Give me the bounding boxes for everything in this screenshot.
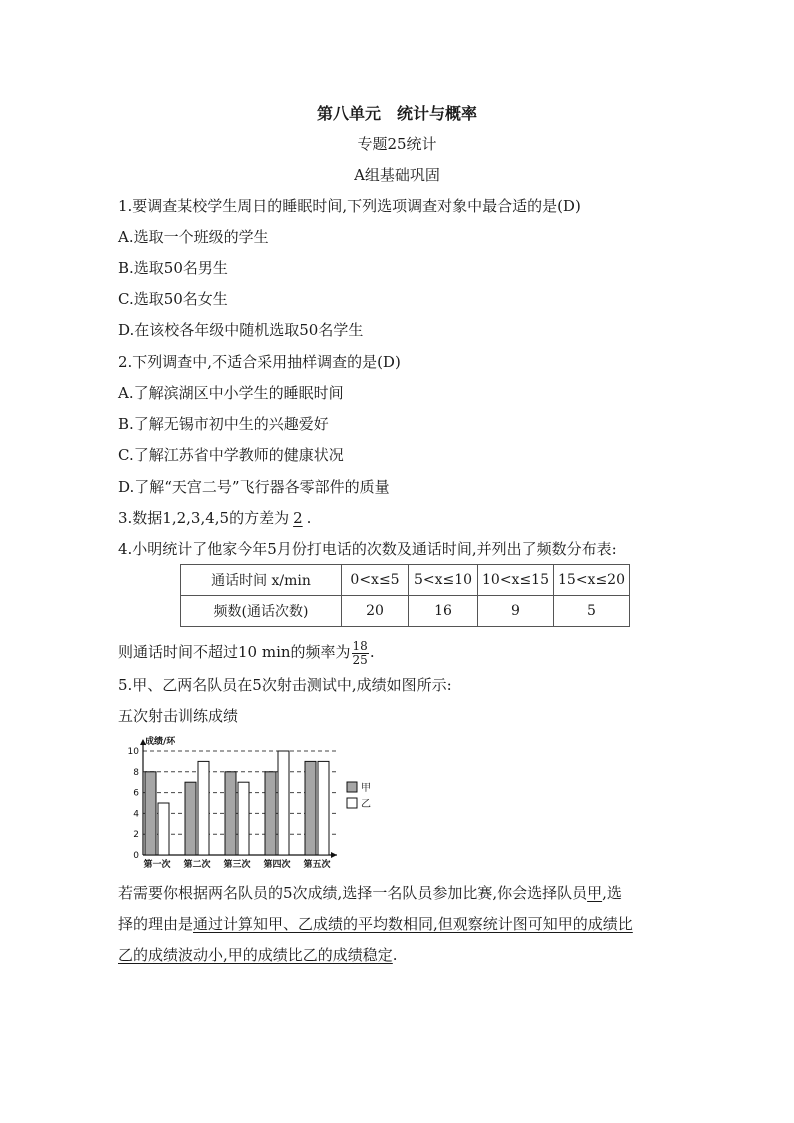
q5-answer-choice: 甲: [587, 884, 603, 902]
x-axis-arrow: [331, 852, 337, 858]
bar-yi: [238, 782, 249, 855]
table-cell: 0<x≤5: [342, 565, 409, 596]
y-axis-title: 成绩/环: [145, 737, 176, 747]
chart-title: 五次射击训练成绩: [118, 707, 239, 725]
q3-answer: 2: [293, 509, 303, 527]
q1-stem: 1.要调查某校学生周日的睡眠时间,下列选项调查对象中最合适的是(D): [118, 197, 581, 215]
y-tick-label: 8: [133, 767, 139, 778]
legend-swatch: [347, 798, 357, 808]
x-tick-label: 第三次: [223, 860, 251, 870]
y-tick-label: 0: [133, 851, 139, 861]
fraction-numerator: 18: [352, 638, 368, 653]
table-cell: 15<x≤20: [554, 565, 630, 596]
x-tick-label: 第五次: [303, 860, 331, 870]
q5-stem: 5.甲、乙两名队员在5次射击测试中,成绩如图所示:: [118, 676, 452, 694]
table-cell: 5<x≤10: [409, 565, 478, 596]
legend-swatch: [347, 782, 357, 792]
y-tick-label: 6: [133, 788, 139, 799]
q1-option-a: A.选取一个班级的学生: [118, 228, 269, 246]
bar-jia: [265, 772, 276, 855]
q5-answer-reason: 乙的成绩波动小,甲的成绩比乙的成绩稳定: [118, 946, 393, 964]
y-tick-label: 4: [133, 809, 139, 820]
q3-end: .: [306, 509, 312, 527]
table-cell: 10<x≤15: [478, 565, 554, 596]
frequency-table: [180, 564, 630, 627]
q1-option-b: B.选取50名男生: [118, 259, 228, 277]
table-header-row: [181, 565, 630, 596]
q5-end: .: [392, 946, 398, 964]
bar-yi: [198, 761, 209, 855]
q5-line-2: [118, 914, 633, 934]
legend-label: 甲: [361, 783, 371, 794]
table-cell: 频数(通话次数): [181, 596, 342, 627]
q5-answer-reason: 通过计算知甲、乙成绩的平均数相同,但观察统计图可知甲的成绩比: [193, 915, 633, 933]
table-cell: 20: [342, 596, 409, 627]
table-row: [181, 596, 630, 627]
table-cell: 16: [409, 596, 478, 627]
y-tick-label: 2: [133, 830, 139, 841]
bar-jia: [185, 782, 196, 855]
bar-yi: [158, 803, 169, 855]
fraction-denominator: 25: [352, 652, 368, 667]
table-cell: 9: [478, 596, 554, 627]
q1-option-c: C.选取50名女生: [118, 290, 228, 308]
q5-text: 择的理由是: [118, 915, 194, 933]
x-tick-label: 第二次: [183, 860, 211, 870]
group-title: A组基础巩固: [354, 166, 440, 184]
q2-option-a: A.了解滨湖区中小学生的睡眠时间: [118, 384, 344, 402]
q4-end: .: [369, 643, 375, 661]
q5-line-3: [118, 945, 398, 965]
q1-option-d: D.在该校各年级中随机选取50名学生: [118, 321, 364, 339]
bar-jia: [145, 772, 156, 855]
q4-answer-line: [118, 638, 375, 667]
shooting-score-chart: [115, 730, 405, 875]
q4-stem: 4.小明统计了他家今年5月份打电话的次数及通话时间,并列出了频数分布表:: [118, 540, 617, 558]
q4-answer-text: 则通话时间不超过10 min的频率为: [118, 643, 351, 661]
bar-jia: [305, 761, 316, 855]
x-tick-label: 第一次: [143, 860, 171, 870]
q2-option-b: B.了解无锡市初中生的兴趣爱好: [118, 415, 329, 433]
q2-stem: 2.下列调查中,不适合采用抽样调查的是(D): [118, 353, 401, 371]
x-tick-label: 第四次: [263, 860, 291, 870]
bar-yi: [318, 761, 329, 855]
q5-text: 若需要你根据两名队员的5次成绩,选择一名队员参加比赛,你会选择队员: [118, 884, 588, 902]
topic-title: 专题25统计: [357, 135, 437, 153]
table-cell: 5: [554, 596, 630, 627]
unit-title: 第八单元 统计与概率: [316, 104, 477, 123]
y-tick-label: 10: [127, 747, 139, 757]
q4-answer-fraction: [352, 640, 369, 667]
table-cell: 通话时间 x/min: [181, 565, 342, 596]
q3-line: [118, 508, 311, 528]
q2-option-c: C.了解江苏省中学教师的健康状况: [118, 446, 344, 464]
legend-label: 乙: [361, 799, 371, 810]
q5-text: ,选: [602, 884, 622, 902]
bar-jia: [225, 772, 236, 855]
q2-option-d: D.了解“天宫二号”飞行器各零部件的质量: [118, 478, 390, 496]
q3-stem: 3.数据1,2,3,4,5的方差为: [118, 509, 290, 527]
q5-line-1: [118, 883, 622, 903]
bar-yi: [278, 751, 289, 855]
